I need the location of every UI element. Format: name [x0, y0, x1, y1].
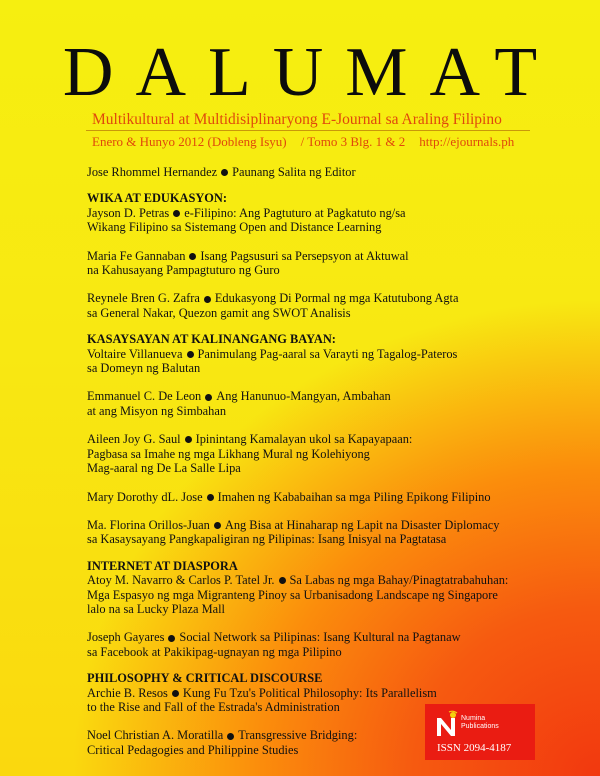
publisher-name — [461, 715, 499, 731]
entry-author: Aileen Joy G. Saul — [87, 432, 181, 447]
bullet-icon — [221, 169, 228, 176]
entry-title-line: Isang Pagsusuri sa Persepsyon at Aktuwal — [200, 248, 409, 263]
publisher-name-line: Publications — [461, 723, 499, 730]
bullet-icon — [173, 210, 180, 217]
issue-date: Enero & Hunyo 2012 (Dobleng Isyu) — [92, 134, 287, 149]
bullet-icon — [207, 494, 214, 501]
toc-entry — [87, 490, 557, 504]
toc-entry — [87, 291, 557, 320]
toc-entry — [87, 347, 557, 376]
section-kasaysayan — [87, 332, 557, 546]
numina-logo-icon — [435, 710, 459, 738]
entry-title-line: sa Domeyn ng Balutan — [87, 361, 201, 376]
bullet-icon — [205, 394, 212, 401]
entry-title-line: Sa Labas ng mga Bahay/Pinagtatrabahuhan: — [289, 573, 509, 588]
toc-entry — [87, 573, 557, 616]
issue-volume: / Tomo 3 Blg. 1 & 2 — [300, 134, 406, 149]
section-heading: INTERNET AT DIASPORA — [87, 558, 238, 573]
toc-entry-editor — [87, 165, 557, 179]
entry-title-line: Critical Pedagogies and Philippine Studies — [87, 742, 299, 757]
entry-title-line: Social Network sa Pilipinas: Isang Kultural na Pagtanaw — [179, 630, 461, 645]
bullet-icon — [279, 577, 286, 584]
entry-title-line: Mga Espasyo ng mga Migranteng Pinoy sa Urbanisadong Landscape ng Singapore — [87, 587, 498, 602]
bullet-icon — [172, 690, 179, 697]
masthead — [0, 34, 600, 111]
entry-author: Emmanuel C. De Leon — [87, 389, 202, 404]
entry-author: Reynele Bren G. Zafra — [87, 291, 200, 306]
bullet-icon — [189, 253, 196, 260]
entry-title-line: Mag-aaral ng De La Salle Lipa — [87, 461, 241, 476]
publisher-name-line: Numina — [461, 715, 486, 722]
bullet-icon — [168, 635, 175, 642]
entry-author: Jose Rhommel Hernandez — [87, 165, 218, 179]
entry-author: Archie B. Resos — [87, 685, 168, 700]
entry-author: Jayson D. Petras — [87, 205, 170, 220]
entry-title-line: Transgressive Bridging: — [238, 728, 358, 743]
entry-title-line: Wikang Filipino sa Sistemang Open and Distance Learning — [87, 220, 382, 235]
entry-title-line: na Kahusayang Pampagtuturo ng Guro — [87, 263, 280, 278]
entry-author: Atoy M. Navarro & Carlos P. Tatel Jr. — [87, 573, 275, 588]
toc-entry — [87, 249, 557, 278]
bullet-icon — [185, 436, 192, 443]
entry-title-line: lalo na sa Lucky Plaza Mall — [87, 601, 225, 616]
bullet-icon — [214, 522, 221, 529]
toc-entry — [87, 432, 557, 475]
entry-title-line: Panimulang Pag-aaral sa Varayti ng Tagalog-Pateros — [197, 346, 458, 361]
entry-title-line: Edukasyong Di Pormal ng mga Katutubong Agta — [214, 291, 459, 306]
bullet-icon — [187, 351, 194, 358]
divider — [86, 130, 530, 131]
entry-author: Joseph Gayares — [87, 630, 165, 645]
entry-author: Maria Fe Gannaban — [87, 248, 186, 263]
section-heading: WIKA AT EDUKASYON: — [87, 191, 227, 206]
publisher-badge — [425, 704, 535, 760]
entry-title-line: sa Facebook at Pakikipag-ugnayan ng mga Pilipino — [87, 644, 342, 659]
toc-entry — [87, 518, 557, 547]
entry-author: Ma. Florina Orillos-Juan — [87, 517, 210, 532]
toc-entry — [87, 630, 557, 659]
entry-title-line: Ipinintang Kamalayan ukol sa Kapayapaan: — [195, 432, 413, 447]
entry-title-line: sa Kasaysayang Pangkapaligiran ng Pilipinas: Isang Inisyal na Pagtatasa — [87, 532, 447, 547]
entry-title: Paunang Salita ng Editor — [232, 165, 356, 179]
entry-title-line: Kung Fu Tzu's Political Philosophy: Its Parallelism — [182, 685, 437, 700]
journal-url[interactable]: http://ejournals.ph — [419, 134, 515, 149]
entry-author: Noel Christian A. Moratilla — [87, 728, 224, 743]
bullet-icon — [227, 733, 234, 740]
entry-title-line: Ang Bisa at Hinaharap ng Lapit na Disaster Diplomacy — [224, 517, 500, 532]
entry-title-line: Ang Hanunuo-Mangyan, Ambahan — [216, 389, 391, 404]
entry-author: Mary Dorothy dL. Jose — [87, 489, 203, 504]
table-of-contents — [87, 165, 557, 771]
section-internet-at-diaspora — [87, 559, 557, 659]
journal-subtitle: Multikultural at Multidisiplinaryong E-Journal sa Araling Filipino — [92, 111, 502, 128]
entry-title-line: e-Filipino: Ang Pagtuturo at Pagkatuto ng/sa — [184, 205, 406, 220]
entry-author: Voltaire Villanueva — [87, 346, 183, 361]
section-heading: KASAYSAYAN AT KALINANGANG BAYAN: — [87, 332, 336, 347]
section-heading: PHILOSOPHY & CRITICAL DISCOURSE — [87, 671, 323, 686]
entry-title-line: at ang Misyon ng Simbahan — [87, 403, 227, 418]
toc-entry — [87, 389, 557, 418]
issue-info — [92, 134, 532, 150]
entry-title-line: Imahen ng Kababaihan sa mga Piling Epikong Filipino — [217, 489, 491, 504]
issn-number: ISSN 2094-4187 — [437, 742, 512, 754]
entry-title-line: to the Rise and Fall of the Estrada's Administration — [87, 699, 340, 714]
entry-title-line: Pagbasa sa Imahe ng mga Likhang Mural ng Kolehiyong — [87, 446, 370, 461]
section-wika-at-edukasyon — [87, 191, 557, 320]
bullet-icon — [204, 296, 211, 303]
entry-title-line: sa General Nakar, Quezon gamit ang SWOT Analisis — [87, 305, 351, 320]
journal-title: DALUMAT — [62, 34, 560, 111]
toc-entry — [87, 206, 557, 235]
